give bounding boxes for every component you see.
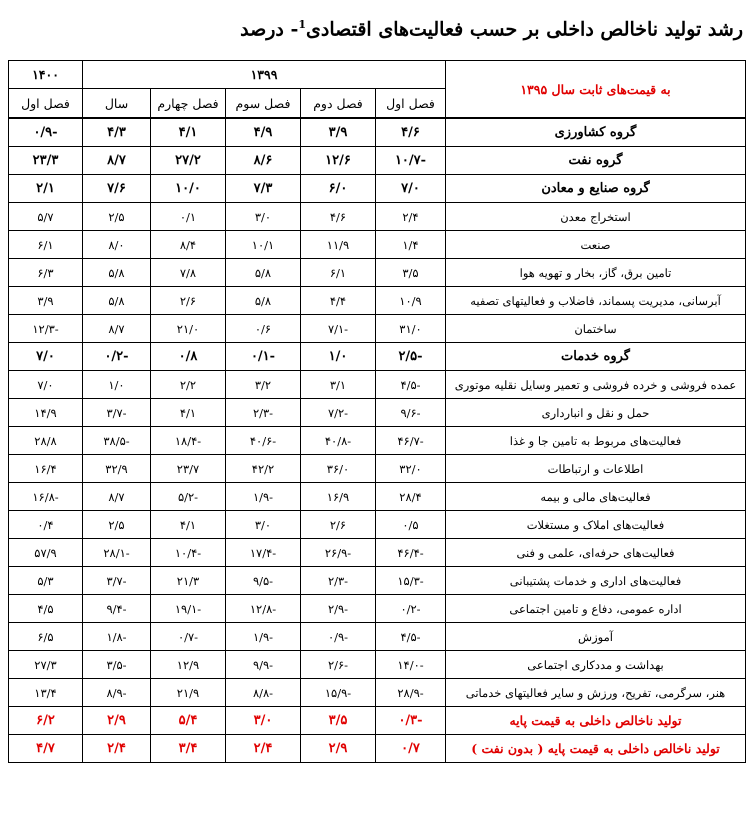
value-cell: ۲/۹ (301, 735, 376, 763)
value-cell: -۰/۹ (301, 623, 376, 651)
value-cell: -۲/۳ (301, 567, 376, 595)
value-cell: -۷/۲ (301, 399, 376, 427)
row-label: گروه صنایع و معادن (446, 175, 746, 203)
row-label: گروه خدمات (446, 343, 746, 371)
value-cell: ۳۲/۰ (376, 455, 446, 483)
value-cell: ۰/۵ (376, 511, 446, 539)
value-cell: ۵/۳ (9, 567, 83, 595)
value-cell: ۳/۹ (301, 118, 376, 147)
value-cell: ۱۱/۹ (301, 231, 376, 259)
table-row (9, 287, 746, 315)
value-cell: ۲۳/۳ (9, 147, 83, 175)
table-row (9, 231, 746, 259)
value-cell: ۲/۲ (151, 371, 226, 399)
title-footnote-mark: 1 (298, 18, 307, 31)
value-cell: ۷/۶ (83, 175, 151, 203)
table-row (9, 118, 746, 147)
value-cell: ۳۶/۰ (301, 455, 376, 483)
value-cell: -۴/۵ (376, 371, 446, 399)
value-cell: ۱۴/۹ (9, 399, 83, 427)
value-cell: -۲/۳ (226, 399, 301, 427)
value-cell: ۴/۷ (9, 735, 83, 763)
year-1399-header: ۱۳۹۹ (83, 61, 446, 89)
value-cell: -۴۶/۷ (376, 427, 446, 455)
value-cell: ۷/۸ (151, 259, 226, 287)
col-header: فصل چهارم (151, 89, 226, 119)
value-cell: ۲/۴ (376, 203, 446, 231)
table-row (9, 623, 746, 651)
row-label: فعالیت‌های مالی و بیمه (446, 483, 746, 511)
value-cell: ۷/۳ (226, 175, 301, 203)
value-cell: -۱/۹ (226, 623, 301, 651)
value-cell: ۱/۰ (301, 343, 376, 371)
value-cell: ۳۱/۰ (376, 315, 446, 343)
table-row (9, 595, 746, 623)
col-header: فصل دوم (301, 89, 376, 119)
value-cell: ۵/۸ (226, 287, 301, 315)
header-row-years (9, 61, 746, 89)
row-label: عمده فروشی و خرده فروشی و تعمیر وسایل نقلیه موتوری (446, 371, 746, 399)
value-cell: ۱۳/۴ (9, 679, 83, 707)
row-label: آبرسانی، مدیریت پسماند، فاضلاب و فعالیتهای تصفیه (446, 287, 746, 315)
table-row (9, 567, 746, 595)
value-cell: ۶/۲ (9, 707, 83, 735)
value-cell: ۱/۴ (376, 231, 446, 259)
value-cell: ۳/۵ (376, 259, 446, 287)
value-cell: -۳/۷ (83, 567, 151, 595)
value-cell: ۸/۰ (83, 231, 151, 259)
col-header: سال (83, 89, 151, 119)
value-cell: ۶/۰ (301, 175, 376, 203)
value-cell: ۶/۱ (9, 231, 83, 259)
value-cell: -۱۴/۰ (376, 651, 446, 679)
row-label: صنعت (446, 231, 746, 259)
value-cell: ۳۲/۹ (83, 455, 151, 483)
value-cell: ۲/۴ (83, 735, 151, 763)
value-cell: -۰/۳ (376, 707, 446, 735)
value-cell: ۲/۶ (301, 511, 376, 539)
col-header: فصل سوم (226, 89, 301, 119)
value-cell: ۲/۴ (226, 735, 301, 763)
table-row (9, 259, 746, 287)
table-row (9, 147, 746, 175)
value-cell: ۴/۱ (151, 118, 226, 147)
value-cell: ۲۱/۳ (151, 567, 226, 595)
value-cell: ۲۸/۴ (376, 483, 446, 511)
col-header: فصل اول (376, 89, 446, 119)
value-cell: -۱۵/۳ (376, 567, 446, 595)
value-cell: ۴۲/۲ (226, 455, 301, 483)
value-cell: ۲۷/۳ (9, 651, 83, 679)
value-cell: -۱۰/۴ (151, 539, 226, 567)
value-cell: ۱۰/۱ (226, 231, 301, 259)
row-label: بهداشت و مددکاری اجتماعی (446, 651, 746, 679)
value-cell: ۸/۶ (226, 147, 301, 175)
row-label: تولید ناخالص داخلی به قیمت پایه (446, 707, 746, 735)
value-cell: -۱۷/۴ (226, 539, 301, 567)
page-title (10, 18, 743, 40)
value-cell: ۲/۵ (83, 203, 151, 231)
value-cell: ۲۱/۰ (151, 315, 226, 343)
value-cell: ۴/۳ (83, 118, 151, 147)
col-header: فصل اول (9, 89, 83, 119)
value-cell: ۵/۸ (83, 259, 151, 287)
value-cell: ۴/۵ (9, 595, 83, 623)
value-cell: -۳/۵ (83, 651, 151, 679)
value-cell: ۲۳/۷ (151, 455, 226, 483)
row-label: فعالیت‌های حرفه‌ای، علمی و فنی (446, 539, 746, 567)
value-cell: ۱۲/۶ (301, 147, 376, 175)
value-cell: ۴/۱ (151, 399, 226, 427)
value-cell: ۴/۹ (226, 118, 301, 147)
value-cell: ۴/۶ (301, 203, 376, 231)
value-cell: ۳/۰ (226, 707, 301, 735)
value-cell: -۴/۵ (376, 623, 446, 651)
row-label: اداره عمومی، دفاع و تامین اجتماعی (446, 595, 746, 623)
row-label: گروه کشاورزی (446, 118, 746, 147)
value-cell: ۰/۶ (226, 315, 301, 343)
value-cell: ۱/۰ (83, 371, 151, 399)
value-cell: ۲۸/۸ (9, 427, 83, 455)
value-cell: ۲/۱ (9, 175, 83, 203)
value-cell: ۳/۴ (151, 735, 226, 763)
value-cell: ۸/۴ (151, 231, 226, 259)
value-cell: ۶/۳ (9, 259, 83, 287)
value-cell: ۶/۱ (301, 259, 376, 287)
value-cell: ۴/۴ (301, 287, 376, 315)
row-label: فعالیت‌های مربوط به تامین جا و غذا (446, 427, 746, 455)
value-cell: -۱۲/۳ (9, 315, 83, 343)
price-basis-cell: به قیمت‌های ثابت سال ۱۳۹۵ (446, 61, 746, 119)
value-cell: ۸/۷ (83, 483, 151, 511)
table-row (9, 651, 746, 679)
value-cell: -۴۰/۶ (226, 427, 301, 455)
value-cell: -۱۸/۴ (151, 427, 226, 455)
value-cell: -۲/۹ (301, 595, 376, 623)
row-label: تولید ناخالص داخلی به قیمت پایه ( بدون نفت ) (446, 735, 746, 763)
value-cell: -۲/۵ (376, 343, 446, 371)
value-cell: -۲۸/۱ (83, 539, 151, 567)
value-cell: ۳/۹ (9, 287, 83, 315)
value-cell: ۷/۰ (9, 371, 83, 399)
value-cell: ۵/۷ (9, 203, 83, 231)
row-label: حمل و نقل و انبارداری (446, 399, 746, 427)
row-label: آموزش (446, 623, 746, 651)
value-cell: ۳/۵ (301, 707, 376, 735)
value-cell: -۰/۲ (376, 595, 446, 623)
row-label: اطلاعات و ارتباطات (446, 455, 746, 483)
value-cell: ۴/۱ (151, 511, 226, 539)
table-row (9, 427, 746, 455)
table-row (9, 371, 746, 399)
value-cell: -۳۸/۵ (83, 427, 151, 455)
gdp-growth-table (8, 60, 746, 763)
value-cell: ۳/۱ (301, 371, 376, 399)
value-cell: ۵۷/۹ (9, 539, 83, 567)
value-cell: -۸/۹ (83, 679, 151, 707)
value-cell: -۱۵/۹ (301, 679, 376, 707)
row-label: هنر، سرگرمی، تفریح، ورزش و سایر فعالیتهای خدماتی (446, 679, 746, 707)
value-cell: -۴۶/۴ (376, 539, 446, 567)
value-cell: ۲۷/۲ (151, 147, 226, 175)
table-row (9, 735, 746, 763)
value-cell: ۵/۴ (151, 707, 226, 735)
value-cell: ۱۶/۴ (9, 455, 83, 483)
year-1400-header: ۱۴۰۰ (9, 61, 83, 89)
table-row (9, 315, 746, 343)
value-cell: ۲/۶ (151, 287, 226, 315)
value-cell: -۰/۱ (226, 343, 301, 371)
value-cell: ۲/۵ (83, 511, 151, 539)
value-cell: ۰/۱ (151, 203, 226, 231)
value-cell: -۹/۶ (376, 399, 446, 427)
value-cell: ۶/۵ (9, 623, 83, 651)
value-cell: ۷/۰ (9, 343, 83, 371)
value-cell: -۱/۹ (226, 483, 301, 511)
table-row (9, 399, 746, 427)
value-cell: ۱۰/۰ (151, 175, 226, 203)
value-cell: ۵/۸ (83, 287, 151, 315)
value-cell: ۸/۷ (83, 147, 151, 175)
row-label: فعالیت‌های اداری و خدمات پشتیبانی (446, 567, 746, 595)
value-cell: -۵/۲ (151, 483, 226, 511)
row-label: ساختمان (446, 315, 746, 343)
title-suffix: - درصد (240, 18, 299, 41)
value-cell: -۲۸/۹ (376, 679, 446, 707)
value-cell: -۲/۶ (301, 651, 376, 679)
value-cell: -۱۰/۷ (376, 147, 446, 175)
value-cell: -۹/۵ (226, 567, 301, 595)
value-cell: ۰/۷ (376, 735, 446, 763)
value-cell: ۰/۴ (9, 511, 83, 539)
value-cell: ۰/۸ (151, 343, 226, 371)
value-cell: ۲۱/۹ (151, 679, 226, 707)
value-cell: -۳/۷ (83, 399, 151, 427)
value-cell: ۱۰/۹ (376, 287, 446, 315)
value-cell: ۴/۶ (376, 118, 446, 147)
value-cell: -۹/۹ (226, 651, 301, 679)
title-text: رشد تولید ناخالص داخلی بر حسب فعالیت‌های اقتصادی (306, 18, 743, 41)
value-cell: -۱۲/۸ (226, 595, 301, 623)
value-cell: ۸/۷ (83, 315, 151, 343)
table-row (9, 539, 746, 567)
value-cell: -۰/۷ (151, 623, 226, 651)
row-label: فعالیت‌های املاک و مستغلات (446, 511, 746, 539)
value-cell: -۱۶/۸ (9, 483, 83, 511)
value-cell: ۳/۰ (226, 203, 301, 231)
value-cell: ۵/۸ (226, 259, 301, 287)
value-cell: -۴۰/۸ (301, 427, 376, 455)
table-row (9, 203, 746, 231)
value-cell: -۲۶/۹ (301, 539, 376, 567)
value-cell: -۹/۴ (83, 595, 151, 623)
value-cell: ۳/۲ (226, 371, 301, 399)
value-cell: ۳/۰ (226, 511, 301, 539)
table-row (9, 455, 746, 483)
value-cell: -۸/۸ (226, 679, 301, 707)
value-cell: -۷/۱ (301, 315, 376, 343)
row-label: استخراج معدن (446, 203, 746, 231)
row-label: گروه نفت (446, 147, 746, 175)
table-row (9, 679, 746, 707)
value-cell: ۷/۰ (376, 175, 446, 203)
table-row (9, 343, 746, 371)
table-row (9, 175, 746, 203)
value-cell: -۱/۸ (83, 623, 151, 651)
table-row (9, 511, 746, 539)
table-row (9, 707, 746, 735)
row-label: تامین برق، گاز، بخار و تهویه هوا (446, 259, 746, 287)
value-cell: -۱۹/۱ (151, 595, 226, 623)
value-cell: ۲/۹ (83, 707, 151, 735)
value-cell: ۱۲/۹ (151, 651, 226, 679)
table-row (9, 483, 746, 511)
value-cell: ۱۶/۹ (301, 483, 376, 511)
value-cell: -۰/۹ (9, 118, 83, 147)
value-cell: -۰/۲ (83, 343, 151, 371)
table-body (9, 118, 746, 763)
